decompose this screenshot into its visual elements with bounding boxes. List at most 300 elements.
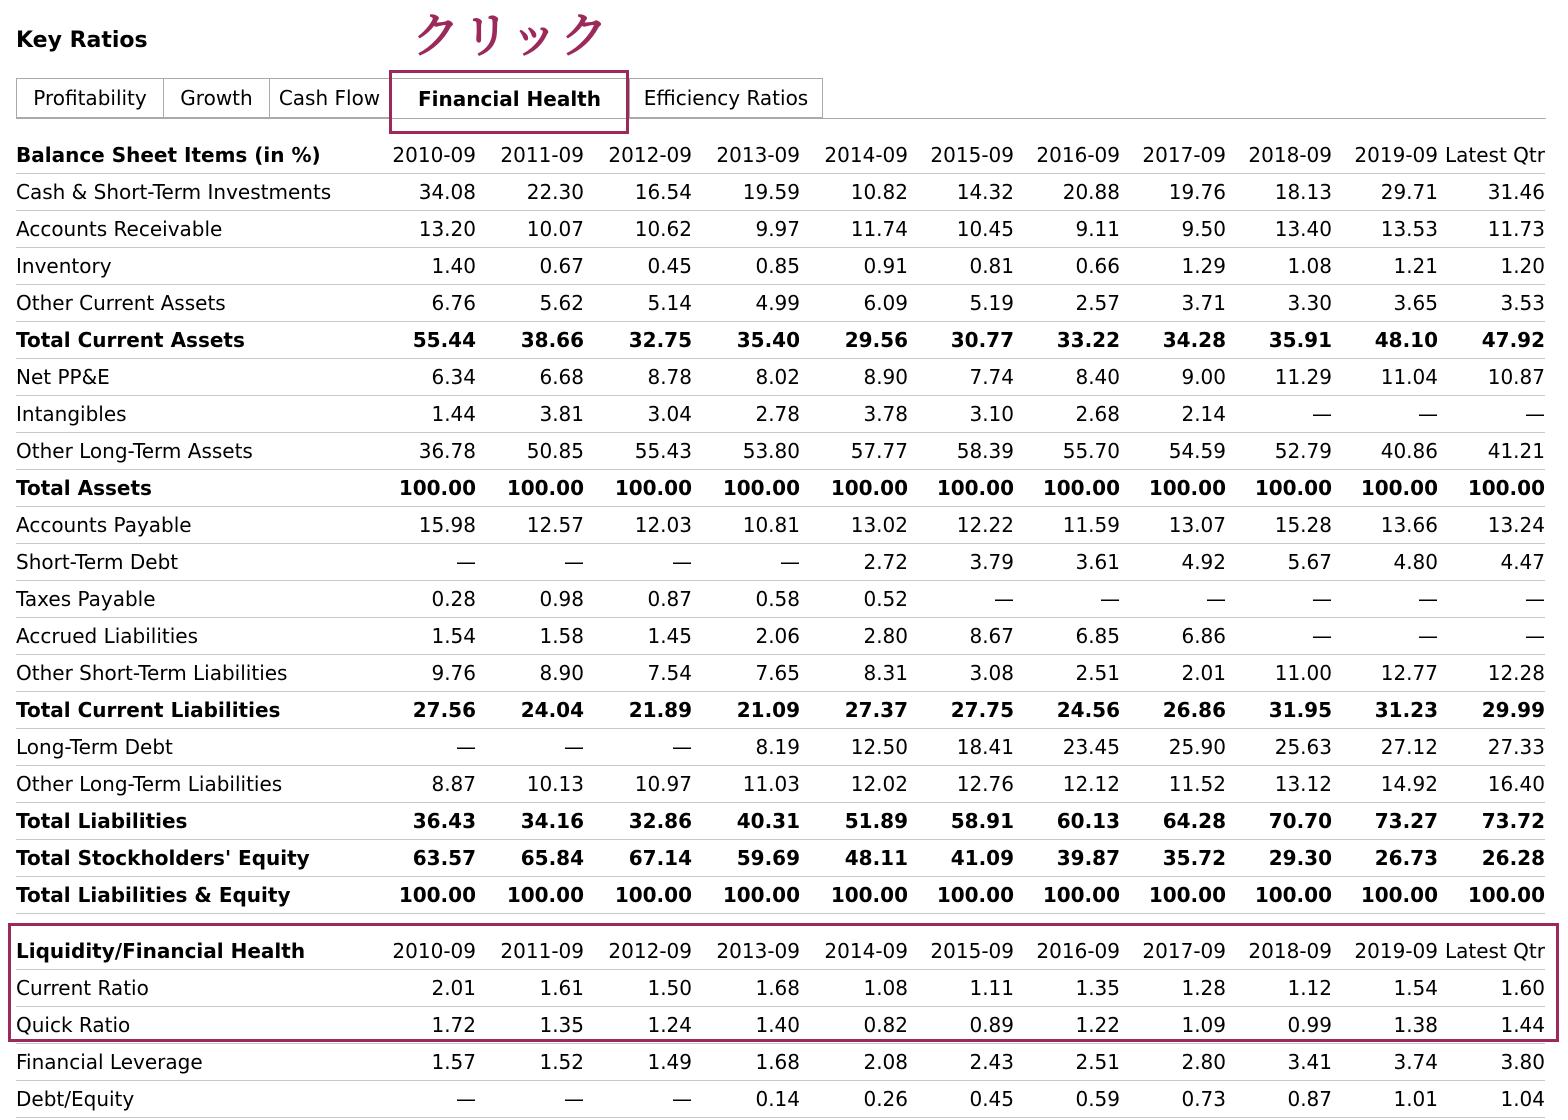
cell-value: 29.56	[800, 322, 908, 359]
cell-value: 8.02	[692, 359, 800, 396]
cell-value: —	[1332, 618, 1438, 655]
cell-value: 13.07	[1120, 507, 1226, 544]
cell-value: 30.77	[908, 322, 1014, 359]
table-row	[16, 1044, 1545, 1081]
cell-value: —	[1226, 581, 1332, 618]
row-label: Net PP&E	[16, 359, 366, 396]
cell-value: 100.00	[1438, 470, 1545, 507]
column-header: 2011-09	[476, 933, 584, 970]
cell-value: —	[476, 729, 584, 766]
cell-value: —	[1438, 581, 1545, 618]
cell-value: 11.74	[800, 211, 908, 248]
cell-value: 34.16	[476, 803, 584, 840]
cell-value: 10.87	[1438, 359, 1545, 396]
table-row	[16, 211, 1545, 248]
cell-value: 100.00	[1332, 877, 1438, 914]
cell-value: 3.04	[584, 396, 692, 433]
cell-value: 27.56	[366, 692, 476, 729]
cell-value: 2.78	[692, 396, 800, 433]
cell-value: —	[1438, 396, 1545, 433]
cell-value: 100.00	[1332, 470, 1438, 507]
cell-value: 12.12	[1014, 766, 1120, 803]
cell-value: —	[908, 581, 1014, 618]
cell-value: 0.45	[908, 1081, 1014, 1118]
cell-value: —	[584, 1081, 692, 1118]
cell-value: 36.78	[366, 433, 476, 470]
row-label: Debt/Equity	[16, 1081, 366, 1118]
cell-value: 13.20	[366, 211, 476, 248]
cell-value: 2.57	[1014, 285, 1120, 322]
column-header: 2017-09	[1120, 137, 1226, 174]
cell-value: 1.50	[584, 970, 692, 1007]
row-label: Quick Ratio	[16, 1007, 366, 1044]
cell-value: 100.00	[800, 877, 908, 914]
cell-value: 1.08	[800, 970, 908, 1007]
cell-value: —	[366, 544, 476, 581]
cell-value: 1.04	[1438, 1081, 1545, 1118]
cell-value: 1.38	[1332, 1007, 1438, 1044]
cell-value: 1.44	[366, 396, 476, 433]
cell-value: 24.04	[476, 692, 584, 729]
table-row	[16, 433, 1545, 470]
cell-value: 23.45	[1014, 729, 1120, 766]
table-header-row	[16, 933, 1545, 970]
cell-value: 6.34	[366, 359, 476, 396]
cell-value: 70.70	[1226, 803, 1332, 840]
tab-growth[interactable]: Growth	[163, 78, 269, 118]
cell-value: 65.84	[476, 840, 584, 877]
cell-value: —	[1332, 581, 1438, 618]
cell-value: 9.00	[1120, 359, 1226, 396]
tab-financial-health[interactable]: Financial Health	[389, 78, 629, 118]
row-label: Financial Leverage	[16, 1044, 366, 1081]
table-row	[16, 470, 1545, 507]
table-row	[16, 174, 1545, 211]
cell-value: —	[584, 729, 692, 766]
cell-value: 2.01	[366, 970, 476, 1007]
cell-value: 100.00	[1226, 470, 1332, 507]
table-row	[16, 766, 1545, 803]
cell-value: 100.00	[1120, 470, 1226, 507]
cell-value: 0.14	[692, 1081, 800, 1118]
cell-value: 11.00	[1226, 655, 1332, 692]
cell-value: 0.66	[1014, 248, 1120, 285]
row-label: Inventory	[16, 248, 366, 285]
cell-value: 0.58	[692, 581, 800, 618]
cell-value: 1.28	[1120, 970, 1226, 1007]
cell-value: —	[1332, 396, 1438, 433]
table-row	[16, 618, 1545, 655]
cell-value: 9.76	[366, 655, 476, 692]
cell-value: 13.66	[1332, 507, 1438, 544]
cell-value: 100.00	[908, 877, 1014, 914]
cell-value: 3.79	[908, 544, 1014, 581]
table-row	[16, 877, 1545, 914]
cell-value: 55.70	[1014, 433, 1120, 470]
cell-value: 11.29	[1226, 359, 1332, 396]
row-label: Long-Term Debt	[16, 729, 366, 766]
cell-value: 3.81	[476, 396, 584, 433]
cell-value: 54.59	[1120, 433, 1226, 470]
cell-value: 20.88	[1014, 174, 1120, 211]
cell-value: 40.31	[692, 803, 800, 840]
cell-value: 12.50	[800, 729, 908, 766]
cell-value: 2.43	[908, 1044, 1014, 1081]
cell-value: 1.68	[692, 1044, 800, 1081]
cell-value: 6.86	[1120, 618, 1226, 655]
cell-value: 48.10	[1332, 322, 1438, 359]
cell-value: 11.52	[1120, 766, 1226, 803]
table-row	[16, 359, 1545, 396]
cell-value: 10.45	[908, 211, 1014, 248]
page-title: Key Ratios	[16, 28, 148, 53]
cell-value: 64.28	[1120, 803, 1226, 840]
cell-value: 8.90	[800, 359, 908, 396]
cell-value: 100.00	[584, 470, 692, 507]
cell-value: 10.97	[584, 766, 692, 803]
row-label: Short-Term Debt	[16, 544, 366, 581]
cell-value: 1.24	[584, 1007, 692, 1044]
cell-value: 8.87	[366, 766, 476, 803]
column-header: Latest Qtr	[1438, 137, 1545, 174]
cell-value: 22.30	[476, 174, 584, 211]
cell-value: 3.80	[1438, 1044, 1545, 1081]
row-label: Total Liabilities	[16, 803, 366, 840]
cell-value: 11.04	[1332, 359, 1438, 396]
cell-value: 13.02	[800, 507, 908, 544]
cell-value: 2.72	[800, 544, 908, 581]
cell-value: 0.98	[476, 581, 584, 618]
cell-value: 0.26	[800, 1081, 908, 1118]
cell-value: —	[366, 729, 476, 766]
cell-value: 2.01	[1120, 655, 1226, 692]
cell-value: 1.35	[476, 1007, 584, 1044]
cell-value: 0.28	[366, 581, 476, 618]
cell-value: 38.66	[476, 322, 584, 359]
tab-cash-flow[interactable]: Cash Flow	[269, 78, 389, 118]
cell-value: 12.28	[1438, 655, 1545, 692]
cell-value: 13.12	[1226, 766, 1332, 803]
cell-value: 25.90	[1120, 729, 1226, 766]
cell-value: 21.89	[584, 692, 692, 729]
cell-value: 0.91	[800, 248, 908, 285]
cell-value: 9.97	[692, 211, 800, 248]
cell-value: 3.30	[1226, 285, 1332, 322]
cell-value: 31.46	[1438, 174, 1545, 211]
column-header: 2014-09	[800, 137, 908, 174]
cell-value: 1.57	[366, 1044, 476, 1081]
table-row	[16, 544, 1545, 581]
cell-value: 21.09	[692, 692, 800, 729]
cell-value: 10.82	[800, 174, 908, 211]
cell-value: 7.54	[584, 655, 692, 692]
cell-value: —	[1014, 581, 1120, 618]
cell-value: 14.32	[908, 174, 1014, 211]
cell-value: 3.65	[1332, 285, 1438, 322]
cell-value: 3.53	[1438, 285, 1545, 322]
cell-value: 11.73	[1438, 211, 1545, 248]
cell-value: 0.73	[1120, 1081, 1226, 1118]
cell-value: 8.90	[476, 655, 584, 692]
row-label: Taxes Payable	[16, 581, 366, 618]
cell-value: 1.22	[1014, 1007, 1120, 1044]
cell-value: 26.28	[1438, 840, 1545, 877]
cell-value: 1.11	[908, 970, 1014, 1007]
cell-value: 5.67	[1226, 544, 1332, 581]
cell-value: 2.68	[1014, 396, 1120, 433]
cell-value: 73.27	[1332, 803, 1438, 840]
table-row	[16, 1007, 1545, 1044]
cell-value: 31.23	[1332, 692, 1438, 729]
cell-value: 39.87	[1014, 840, 1120, 877]
cell-value: 1.21	[1332, 248, 1438, 285]
row-label: Total Current Liabilities	[16, 692, 366, 729]
cell-value: 6.09	[800, 285, 908, 322]
cell-value: 100.00	[908, 470, 1014, 507]
cell-value: 4.99	[692, 285, 800, 322]
cell-value: 2.14	[1120, 396, 1226, 433]
cell-value: 29.99	[1438, 692, 1545, 729]
column-header: 2011-09	[476, 137, 584, 174]
cell-value: 12.02	[800, 766, 908, 803]
cell-value: 100.00	[692, 877, 800, 914]
cell-value: 12.57	[476, 507, 584, 544]
cell-value: 100.00	[366, 877, 476, 914]
cell-value: 19.76	[1120, 174, 1226, 211]
row-label: Other Long-Term Assets	[16, 433, 366, 470]
cell-value: 35.40	[692, 322, 800, 359]
cell-value: 1.45	[584, 618, 692, 655]
cell-value: 18.41	[908, 729, 1014, 766]
cell-value: 100.00	[366, 470, 476, 507]
cell-value: 1.09	[1120, 1007, 1226, 1044]
column-header: 2012-09	[584, 137, 692, 174]
cell-value: 59.69	[692, 840, 800, 877]
cell-value: 53.80	[692, 433, 800, 470]
cell-value: 1.40	[366, 248, 476, 285]
column-header: 2019-09	[1332, 137, 1438, 174]
ratio-tabs	[16, 78, 823, 118]
cell-value: 10.81	[692, 507, 800, 544]
row-label: Accrued Liabilities	[16, 618, 366, 655]
cell-value: 1.44	[1438, 1007, 1545, 1044]
cell-value: 8.40	[1014, 359, 1120, 396]
column-header: 2015-09	[908, 933, 1014, 970]
cell-value: 29.30	[1226, 840, 1332, 877]
cell-value: 9.50	[1120, 211, 1226, 248]
cell-value: 15.98	[366, 507, 476, 544]
cell-value: 29.71	[1332, 174, 1438, 211]
cell-value: 40.86	[1332, 433, 1438, 470]
cell-value: 1.54	[366, 618, 476, 655]
row-label: Cash & Short-Term Investments	[16, 174, 366, 211]
cell-value: 41.09	[908, 840, 1014, 877]
cell-value: —	[476, 544, 584, 581]
cell-value: 27.37	[800, 692, 908, 729]
cell-value: 32.75	[584, 322, 692, 359]
cell-value: 14.92	[1332, 766, 1438, 803]
row-label: Total Stockholders' Equity	[16, 840, 366, 877]
cell-value: 8.31	[800, 655, 908, 692]
row-label: Current Ratio	[16, 970, 366, 1007]
cell-value: 0.85	[692, 248, 800, 285]
cell-value: 36.43	[366, 803, 476, 840]
table-row	[16, 322, 1545, 359]
cell-value: 8.19	[692, 729, 800, 766]
column-header: 2017-09	[1120, 933, 1226, 970]
liquidity-table	[16, 933, 1545, 1118]
row-label: Total Current Assets	[16, 322, 366, 359]
cell-value: 1.40	[692, 1007, 800, 1044]
cell-value: —	[584, 544, 692, 581]
column-header: 2018-09	[1226, 137, 1332, 174]
row-label: Other Current Assets	[16, 285, 366, 322]
cell-value: 1.72	[366, 1007, 476, 1044]
cell-value: 1.68	[692, 970, 800, 1007]
row-label: Other Short-Term Liabilities	[16, 655, 366, 692]
cell-value: 11.03	[692, 766, 800, 803]
cell-value: 10.62	[584, 211, 692, 248]
row-label: Total Liabilities & Equity	[16, 877, 366, 914]
cell-value: 51.89	[800, 803, 908, 840]
column-header: 2013-09	[692, 933, 800, 970]
cell-value: 5.62	[476, 285, 584, 322]
row-label: Intangibles	[16, 396, 366, 433]
tab-profitability[interactable]: Profitability	[16, 78, 163, 118]
cell-value: 1.12	[1226, 970, 1332, 1007]
cell-value: 1.29	[1120, 248, 1226, 285]
table-row	[16, 970, 1545, 1007]
section-title: Liquidity/Financial Health	[16, 933, 366, 970]
cell-value: 16.54	[584, 174, 692, 211]
cell-value: 2.80	[800, 618, 908, 655]
cell-value: 3.74	[1332, 1044, 1438, 1081]
cell-value: 52.79	[1226, 433, 1332, 470]
cell-value: 0.89	[908, 1007, 1014, 1044]
cell-value: 35.91	[1226, 322, 1332, 359]
cell-value: 7.74	[908, 359, 1014, 396]
cell-value: 100.00	[1226, 877, 1332, 914]
cell-value: 55.43	[584, 433, 692, 470]
cell-value: 100.00	[1120, 877, 1226, 914]
cell-value: 13.24	[1438, 507, 1545, 544]
cell-value: 100.00	[476, 470, 584, 507]
cell-value: 100.00	[476, 877, 584, 914]
cell-value: —	[476, 1081, 584, 1118]
table-row	[16, 581, 1545, 618]
column-header: 2019-09	[1332, 933, 1438, 970]
cell-value: 4.92	[1120, 544, 1226, 581]
cell-value: —	[366, 1081, 476, 1118]
column-header: 2010-09	[366, 137, 476, 174]
cell-value: 0.99	[1226, 1007, 1332, 1044]
row-label: Accounts Payable	[16, 507, 366, 544]
cell-value: 11.59	[1014, 507, 1120, 544]
cell-value: 0.81	[908, 248, 1014, 285]
cell-value: 1.01	[1332, 1081, 1438, 1118]
cell-value: 5.19	[908, 285, 1014, 322]
cell-value: 26.73	[1332, 840, 1438, 877]
cell-value: 100.00	[1438, 877, 1545, 914]
cell-value: 27.12	[1332, 729, 1438, 766]
column-header: 2015-09	[908, 137, 1014, 174]
table-row	[16, 692, 1545, 729]
click-annotation: クリック	[412, 8, 611, 64]
cell-value: —	[692, 544, 800, 581]
cell-value: 7.65	[692, 655, 800, 692]
table-row	[16, 285, 1545, 322]
cell-value: 3.41	[1226, 1044, 1332, 1081]
cell-value: 3.10	[908, 396, 1014, 433]
tab-efficiency-ratios[interactable]: Efficiency Ratios	[629, 78, 823, 118]
cell-value: 2.06	[692, 618, 800, 655]
cell-value: 47.92	[1438, 322, 1545, 359]
cell-value: 100.00	[692, 470, 800, 507]
table-row	[16, 396, 1545, 433]
cell-value: 73.72	[1438, 803, 1545, 840]
cell-value: 67.14	[584, 840, 692, 877]
cell-value: 50.85	[476, 433, 584, 470]
table-row	[16, 803, 1545, 840]
cell-value: 34.28	[1120, 322, 1226, 359]
table-row	[16, 248, 1545, 285]
cell-value: 8.78	[584, 359, 692, 396]
cell-value: 55.44	[366, 322, 476, 359]
cell-value: 6.68	[476, 359, 584, 396]
cell-value: 12.77	[1332, 655, 1438, 692]
cell-value: 1.52	[476, 1044, 584, 1081]
cell-value: 27.33	[1438, 729, 1545, 766]
cell-value: 63.57	[366, 840, 476, 877]
cell-value: 1.35	[1014, 970, 1120, 1007]
cell-value: 1.08	[1226, 248, 1332, 285]
cell-value: 48.11	[800, 840, 908, 877]
balance-sheet-table	[16, 137, 1545, 914]
cell-value: 0.52	[800, 581, 908, 618]
cell-value: 12.76	[908, 766, 1014, 803]
cell-value: 0.87	[1226, 1081, 1332, 1118]
cell-value: 100.00	[584, 877, 692, 914]
cell-value: 12.22	[908, 507, 1014, 544]
cell-value: 0.45	[584, 248, 692, 285]
cell-value: 2.80	[1120, 1044, 1226, 1081]
cell-value: 0.87	[584, 581, 692, 618]
cell-value: 5.14	[584, 285, 692, 322]
column-header: 2010-09	[366, 933, 476, 970]
table-row	[16, 655, 1545, 692]
cell-value: 9.11	[1014, 211, 1120, 248]
column-header: 2016-09	[1014, 933, 1120, 970]
cell-value: 4.47	[1438, 544, 1545, 581]
cell-value: 3.71	[1120, 285, 1226, 322]
section-title: Balance Sheet Items (in %)	[16, 137, 366, 174]
cell-value: 100.00	[1014, 470, 1120, 507]
cell-value: 1.60	[1438, 970, 1545, 1007]
cell-value: 60.13	[1014, 803, 1120, 840]
cell-value: 31.95	[1226, 692, 1332, 729]
cell-value: 6.85	[1014, 618, 1120, 655]
cell-value: 1.49	[584, 1044, 692, 1081]
column-header: Latest Qtr	[1438, 933, 1545, 970]
cell-value: 16.40	[1438, 766, 1545, 803]
cell-value: 34.08	[366, 174, 476, 211]
column-header: 2018-09	[1226, 933, 1332, 970]
cell-value: 0.59	[1014, 1081, 1120, 1118]
cell-value: 3.61	[1014, 544, 1120, 581]
cell-value: 33.22	[1014, 322, 1120, 359]
column-header: 2014-09	[800, 933, 908, 970]
cell-value: —	[1438, 618, 1545, 655]
